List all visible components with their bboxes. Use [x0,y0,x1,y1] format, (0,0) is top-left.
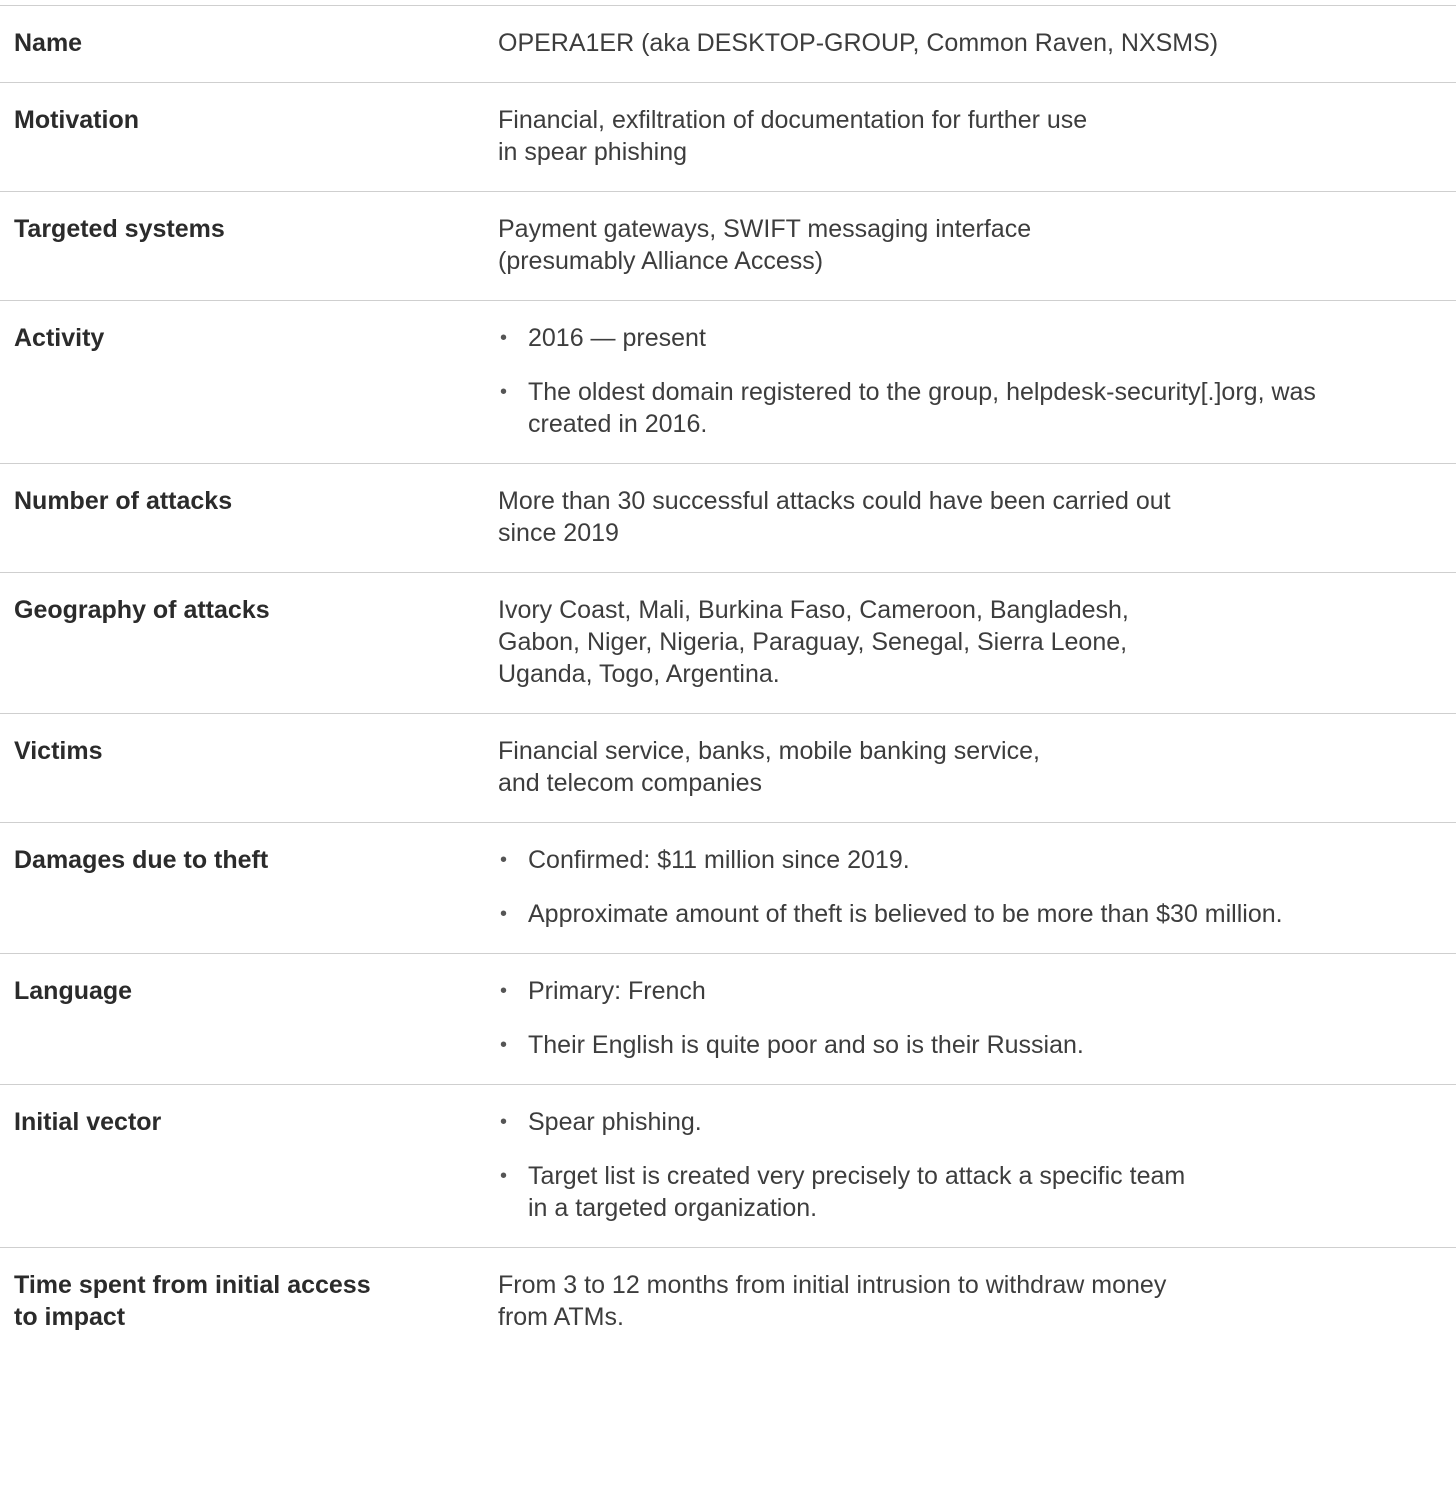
table-row-language [0,954,1456,1085]
row-value [485,844,1443,930]
table-row-initial-vector [0,1085,1456,1248]
row-label: Targeted systems [14,215,225,243]
value-line: Approximate amount of theft is believed to be more than $30 million. [528,900,1283,928]
row-value [485,1269,1443,1333]
row-label: Motivation [14,106,139,134]
value-line: From 3 to 12 months from initial intrusion to withdraw money [498,1271,1167,1299]
table-row-number-of-attacks [0,464,1456,573]
table-row-motivation [0,83,1456,192]
table-row-name [0,6,1456,83]
row-value [485,975,1443,1061]
bullet-icon: • [500,1165,508,1187]
value-line: Their English is quite poor and so is their Russian. [528,1031,1084,1059]
row-label: Number of attacks [14,487,233,515]
row-value [485,213,1443,277]
value-line: created in 2016. [528,410,708,438]
label-line: Time spent from initial access [14,1271,371,1299]
bullet-item [498,376,1443,440]
value-line: in spear phishing [498,138,688,166]
row-value [485,735,1443,799]
value-line: Financial service, banks, mobile banking service, [498,737,1040,765]
value-line: Payment gateways, SWIFT messaging interface [498,215,1032,243]
bullet-list [498,322,1443,440]
value-line: Financial, exfiltration of documentation for further use [498,106,1088,134]
row-label: Damages due to theft [14,846,269,874]
value-line: Ivory Coast, Mali, Burkina Faso, Cameroon, Bangladesh, [498,596,1129,624]
row-value [485,1106,1443,1224]
bullet-icon: • [500,381,508,403]
bullet-item [498,322,1443,354]
value-line: from ATMs. [498,1303,624,1331]
value-line: The oldest domain registered to the group, helpdesk-security[.]org, was [528,378,1316,406]
row-label: Activity [14,324,105,352]
table-row-time-spent [0,1248,1456,1356]
bullet-icon: • [500,903,508,925]
table-row-activity [0,301,1456,464]
value-line: Confirmed: $11 million since 2019. [528,846,910,874]
bullet-item [498,844,1443,876]
value-line: in a targeted organization. [528,1194,818,1222]
label-line: to impact [14,1303,126,1331]
bullet-item [498,1106,1443,1138]
bullet-item [498,1029,1443,1061]
bullet-item [498,898,1443,930]
value-line: Primary: French [528,977,706,1005]
row-label: Language [14,977,133,1005]
row-value [485,485,1443,549]
bullet-list [498,1106,1443,1224]
profile-table [0,5,1456,1356]
value-line: Uganda, Togo, Argentina. [498,660,780,688]
value-line: since 2019 [498,519,619,547]
value-line: and telecom companies [498,769,763,797]
value-line: More than 30 successful attacks could have been carried out [498,487,1171,515]
row-label [0,1269,485,1333]
bullet-icon: • [500,327,508,349]
row-label: Initial vector [14,1108,162,1136]
value-line: 2016 — present [528,324,706,352]
bullet-list [498,844,1443,930]
row-label: Name [14,29,83,57]
table-row-damages [0,823,1456,954]
table-row-geography [0,573,1456,714]
table-row-victims [0,714,1456,823]
row-label: Victims [14,737,103,765]
bullet-item [498,975,1443,1007]
bullet-icon: • [500,1111,508,1133]
row-label: Geography of attacks [14,596,270,624]
bullet-icon: • [500,849,508,871]
bullet-icon: • [500,1034,508,1056]
table-row-targeted-systems [0,192,1456,301]
row-value [485,594,1443,690]
value-line: OPERA1ER (aka DESKTOP-GROUP, Common Raven, NXSMS) [498,29,1219,57]
value-line: Gabon, Niger, Nigeria, Paraguay, Senegal, Sierra Leone, [498,628,1128,656]
bullet-item [498,1160,1443,1224]
row-value [485,27,1443,59]
row-value [485,322,1443,440]
value-line: Spear phishing. [528,1108,702,1136]
bullet-icon: • [500,980,508,1002]
value-line: Target list is created very precisely to attack a specific team [528,1162,1186,1190]
bullet-list [498,975,1443,1061]
value-line: (presumably Alliance Access) [498,247,824,275]
row-value [485,104,1443,168]
